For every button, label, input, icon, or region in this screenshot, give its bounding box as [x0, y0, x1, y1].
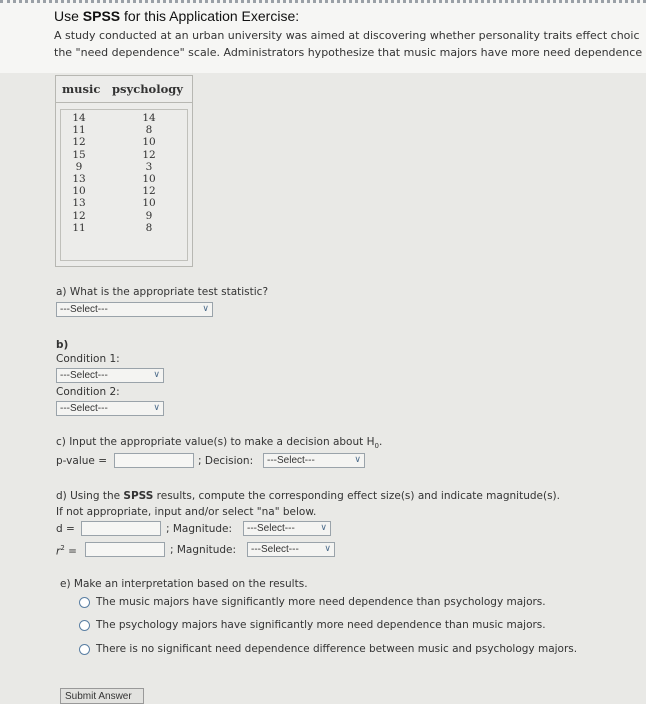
magnitude2-label: ; Magnitude: [170, 544, 237, 556]
table-cell: 15 [72, 148, 86, 161]
select-value: ---Select--- [247, 523, 295, 534]
chevron-down-icon: ∨ [320, 522, 327, 532]
table-body [60, 109, 188, 261]
option-3-label: There is no significant need dependence difference between music and psychology majors. [96, 643, 578, 655]
table-cell: 11 [72, 124, 86, 137]
d-input[interactable] [81, 521, 161, 536]
question-e: e) Make an interpretation based on the results. [60, 578, 308, 590]
chevron-down-icon: ∨ [324, 543, 331, 553]
radio-option-2[interactable] [79, 620, 90, 631]
table-cell: 3 [145, 160, 153, 173]
decision-label: ; Decision: [198, 455, 254, 467]
table-cell: 10 [142, 136, 156, 149]
table-cell: 10 [142, 197, 156, 210]
select-value: ---Select--- [267, 455, 315, 466]
question-c: c) Input the appropriate value(s) to make a decision about $H_0$. [56, 436, 383, 451]
condition2-select[interactable] [56, 401, 164, 416]
r2-input[interactable] [85, 542, 165, 557]
table-cell: 8 [145, 124, 153, 137]
r2-label: $r^2$ = [56, 544, 77, 558]
table-cell: 14 [72, 112, 86, 124]
header-psychology: psychology [112, 82, 183, 96]
table-cell: 14 [142, 112, 156, 124]
pvalue-input[interactable] [114, 453, 194, 468]
music-column [69, 112, 89, 234]
header-music: music [62, 82, 101, 96]
table-cell: 11 [72, 221, 86, 234]
magnitude1-select[interactable] [243, 521, 331, 536]
chevron-down-icon: ∨ [153, 402, 160, 412]
question-a: a) What is the appropriate test statistic? [56, 286, 269, 298]
option-2-label: The psychology majors have significantly more need dependence than music majors. [96, 619, 546, 631]
intro-line-1: A study conducted at an urban university was aimed at discovering whether personality traits effect choic [54, 29, 640, 42]
intro-line-2: the "need dependence" scale. Administrators hypothesize that music majors have more need dependence [54, 46, 643, 59]
psychology-column [137, 112, 161, 234]
intro-text [54, 27, 646, 61]
table-header [56, 76, 192, 103]
magnitude2-select[interactable] [247, 542, 335, 557]
table-cell: 8 [145, 221, 153, 234]
select-value: ---Select--- [60, 403, 108, 414]
condition1-select[interactable] [56, 368, 164, 383]
d-label: d = [56, 523, 75, 535]
pvalue-label: p-value = [56, 455, 107, 467]
magnitude1-label: ; Magnitude: [166, 523, 233, 535]
table-cell: 12 [72, 136, 86, 149]
chevron-down-icon: ∨ [202, 303, 209, 313]
radio-option-3[interactable] [79, 644, 90, 655]
table-cell: 12 [142, 148, 156, 161]
table-cell: 9 [75, 160, 83, 173]
table-cell: 13 [72, 197, 86, 210]
table-cell: 12 [142, 185, 156, 198]
table-cell: 12 [72, 209, 86, 222]
test-statistic-select[interactable] [56, 302, 213, 317]
select-value: ---Select--- [251, 544, 299, 555]
table-cell: 10 [72, 185, 86, 198]
question-b-label: b) [56, 339, 69, 351]
question-d-note: If not appropriate, input and/or select "na" below. [56, 506, 317, 518]
condition1-label: Condition 1: [56, 353, 120, 365]
chevron-down-icon: ∨ [354, 454, 361, 464]
decision-select[interactable] [263, 453, 365, 468]
chevron-down-icon: ∨ [153, 369, 160, 379]
question-d: d) Using the SPSS results, compute the corresponding effect size(s) and indicate magnitude(s). [56, 490, 560, 502]
radio-option-1[interactable] [79, 597, 90, 608]
select-value: ---Select--- [60, 304, 108, 315]
table-cell: 13 [72, 173, 86, 186]
page-title: Use SPSS for this Application Exercise: [54, 8, 300, 24]
data-table [55, 75, 193, 267]
select-value: ---Select--- [60, 370, 108, 381]
submit-answer-button[interactable]: Submit Answer [60, 688, 144, 704]
option-1-label: The music majors have significantly more need dependence than psychology majors. [96, 596, 546, 608]
table-cell: 10 [142, 173, 156, 186]
condition2-label: Condition 2: [56, 386, 120, 398]
table-cell: 9 [145, 209, 153, 222]
